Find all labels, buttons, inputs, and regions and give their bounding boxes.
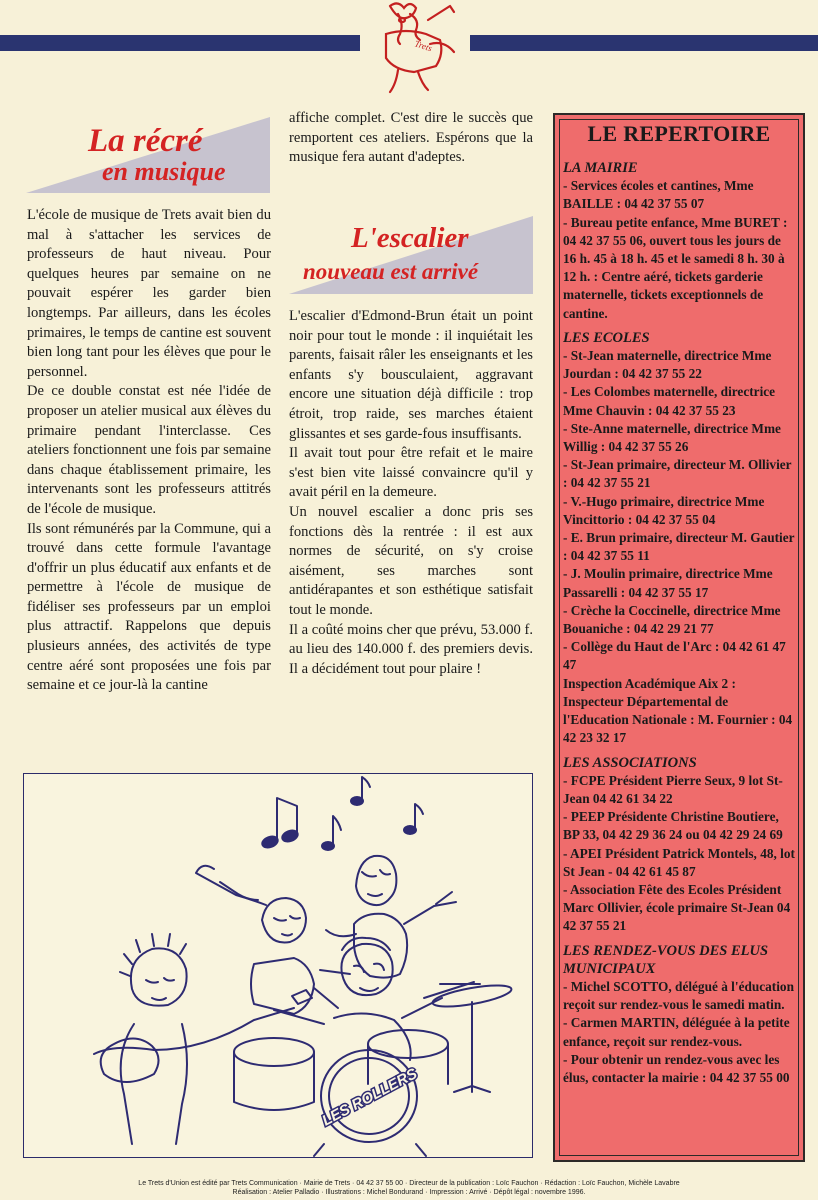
repertoire-entry: - Association Fête des Ecoles Président Marc Ollivier, école primaire St-Jean 04 42 37 55 21 <box>563 881 791 934</box>
footer-credits-line1: Le Trets d'Union est édité par Trets Communication · Mairie de Trets · 04 42 37 55 00 · Directeur de la publication : Loïc Fauchon · Rédaction : Loïc Fauchon, Michèle Lavabre <box>138 1180 680 1187</box>
article2-body <box>289 307 533 679</box>
band-illustration <box>23 773 533 1158</box>
mascot-tag: Trets <box>413 38 434 54</box>
music-note-icon <box>404 804 423 834</box>
repertoire-entry: - Crèche la Coccinelle, directrice Mme Bouaniche : 04 42 29 21 77 <box>563 602 781 637</box>
repertoire-section-heading: LES ECOLES <box>563 329 650 346</box>
music-note-icon <box>322 816 341 850</box>
repertoire-section-heading: LA MAIRIE <box>563 160 638 176</box>
article1-paragraph: De ce double constat est née l'idée de proposer un atelier musical aux élèves du primaire pendant l'interclasse. Ces ateliers fonctionnent une fois par semaine dans chaque établissement primaire, les intervenants sont les professeurs attitrés de l'école de musique. <box>27 383 271 517</box>
article1-paragraph: L'école de musique de Trets avait bien du mal à s'attacher les services de professeurs de haut niveau. Pour quelques heures par semaine on ne pouvait espérer les garder bien longtemps. Par ailleurs, dans les écoles primaires, le temps de cantine est souvent bien long tant pour les élèves que pour le personnel. <box>27 207 271 380</box>
repertoire-entry: - Bureau petite enfance, Mme BURET : 04 42 37 55 06, ouvert tous les jours de 16 h. 45 à 18 h. 45 et le samedi 8 h. 30 à 12 h. : Centre aéré, tickets garderie maternelle, tickets exceptionnels de cantine. <box>563 214 788 321</box>
article2-title-line1: L'escalier <box>351 222 469 254</box>
repertoire-entry: - APEI Président Patrick Montels, 48, lot St Jean - 04 42 61 45 87 <box>563 845 795 879</box>
article1-continuation-text: affiche complet. C'est dire le succès que remportent ces ateliers. Espérons que la musique fera autant d'adeptes. <box>289 110 533 166</box>
repertoire-box <box>553 113 805 1162</box>
repertoire-section-heading: LES ASSOCIATIONS <box>563 754 697 771</box>
repertoire-entry: - FCPE Président Pierre Seux, 9 lot St-Jean 04 42 61 34 22 <box>563 772 783 806</box>
article1-continuation <box>289 109 533 168</box>
article1-title-line2: en musique <box>102 157 226 186</box>
article2-paragraph: Un nouvel escalier a donc pris ses fonctions dès la rentrée : il est aux normes de sécurité, on s'y croise aisément, ses marches sont antidérapantes et son esthétique satisfait tout le monde. <box>289 503 533 618</box>
drum-logo-text: LES ROLLERS <box>319 1065 421 1130</box>
article2-title-line2: nouveau est arrivé <box>303 259 479 284</box>
article1-title-line1: La récré <box>88 123 203 159</box>
article2-paragraph: L'escalier d'Edmond-Brun était un point noir pour tout le monde : il inquiétait les parents, faisait râler les enseignants et les enfants s'y bousculaient, aggravant encore une situation déjà difficile : trop étroit, trop raide, ses marches étaient glissantes et ses garde-fous insuffisants. <box>289 308 533 442</box>
article1-body <box>27 206 271 696</box>
article1-heading <box>26 117 270 193</box>
mascot-logo <box>368 0 468 100</box>
repertoire-entry: - Collège du Haut de l'Arc : 04 42 61 47 47 <box>563 639 786 673</box>
music-note-icon <box>261 798 299 849</box>
repertoire-entry: - E. Brun primaire, directeur M. Gautier : 04 42 37 55 11 <box>563 530 795 564</box>
repertoire-body <box>563 159 797 1087</box>
repertoire-entry: - Pour obtenir un rendez-vous avec les élus, contacter la mairie : 04 42 37 55 00 <box>563 1051 790 1085</box>
repertoire-entry: - St-Jean maternelle, directrice Mme Jourdan : 04 42 37 55 22 <box>563 348 772 382</box>
repertoire-section-heading: LES RENDEZ-VOUS DES ELUS MUNICIPAUX <box>563 942 769 977</box>
music-note-icon <box>351 777 370 805</box>
repertoire-entry: - St-Jean primaire, directeur M. Ollivier : 04 42 37 55 21 <box>563 457 792 491</box>
repertoire-entry: - J. Moulin primaire, directrice Mme Passarelli : 04 42 37 55 17 <box>563 566 773 600</box>
article1-paragraph: Ils sont rémunérés par la Commune, qui a trouvé dans cette formule l'avantage d'offrir un plus éducatif aux enfants et de permettre à l'école de musique de fidéliser ses professeurs par un emploi plus attractif. Rappelons que depuis plusieurs années, des activités de type centre aéré sont proposées une fois par semaine et ce jour-là la cantine <box>27 520 271 694</box>
article2-paragraph: Il a coûté moins cher que prévu, 53.000 f. au lieu des 140.000 f. des premiers devis. Il a décidément tout pour plaire ! <box>289 621 533 677</box>
repertoire-entry: - V.-Hugo primaire, directrice Mme Vincittorio : 04 42 37 55 04 <box>563 493 765 527</box>
footer-credits-line2: Réalisation : Atelier Palladio · Illustrations : Michel Bondurand · Impression : Arrivé · Dépôt légal : novembre 1996. <box>232 1189 586 1196</box>
article2-paragraph: Il avait tout pour être refait et le maire s'est bien vite laissé convaincre qu'il y avait péril en la demeure. <box>289 445 533 501</box>
repertoire-entry: - Carmen MARTIN, déléguée à la petite enfance, reçoit sur rendez-vous. <box>563 1015 790 1049</box>
top-band-left <box>0 35 360 51</box>
repertoire-title: LE REPERTOIRE <box>587 121 771 146</box>
repertoire-entry: - Services écoles et cantines, Mme BAILLE : 04 42 37 55 07 <box>563 178 754 212</box>
repertoire-entry: - Ste-Anne maternelle, directrice Mme Willig : 04 42 37 55 26 <box>563 420 781 455</box>
repertoire-entry: Inspection Académique Aix 2 : Inspecteur Départemental de l'Education Nationale : M. Fournier : 04 42 23 32 17 <box>563 675 793 746</box>
musicians-drawing <box>24 774 532 1157</box>
repertoire-entry: - Michel SCOTTO, délégué à l'éducation reçoit sur rendez-vous le samedi matin. <box>563 978 794 1013</box>
repertoire-entry: - PEEP Présidente Christine Boutiere, BP 33, 04 42 29 36 24 ou 04 42 29 24 69 <box>563 809 783 843</box>
top-band-right <box>470 35 818 51</box>
repertoire-entry: - Les Colombes maternelle, directrice Mme Chauvin : 04 42 37 55 23 <box>563 384 776 418</box>
article2-heading <box>289 214 533 294</box>
